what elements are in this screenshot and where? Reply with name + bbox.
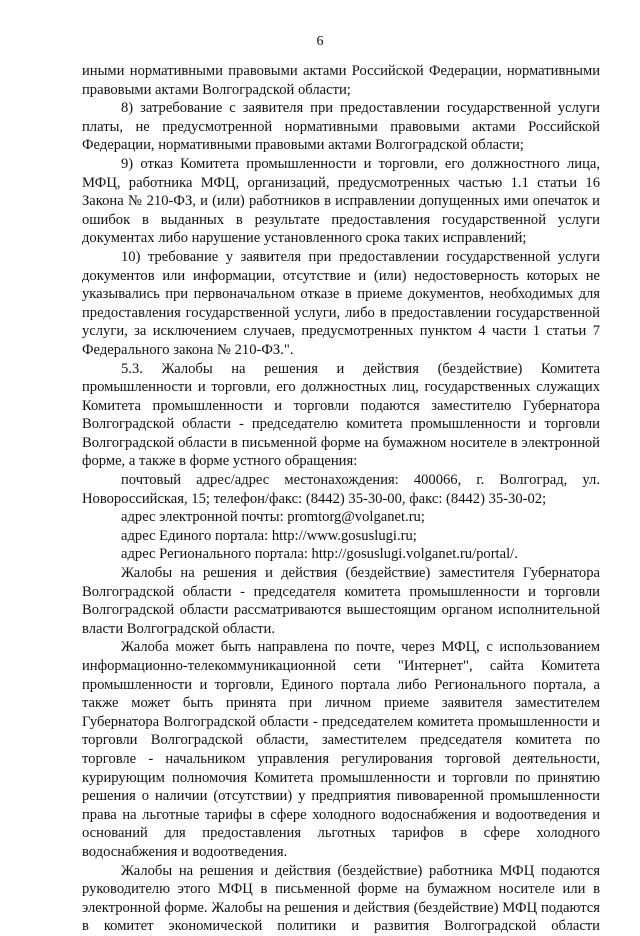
paragraph-mfc-complaints: Жалобы на решения и действия (бездействие) работника МФЦ подаются руководителю этого МФЦ в письменной форме на бумажном носителе или в электронной форме. Жалобы на решения и действия (бездействие) МФЦ подаются в комитет экономической политики и развития Волгоградской области xyxy=(82,862,600,935)
paragraph-item-8: 8) затребование с заявителя при предоставлении государственной услуги платы, не предусмотренной нормативными правовыми актами Российской Федерации, нормативными правовыми актами Волгоградской области; xyxy=(82,100,600,154)
paragraph-email-address: адрес электронной почты: promtorg@volganet.ru; xyxy=(121,509,425,526)
paragraph-section-5-3: 5.3. Жалобы на решения и действия (бездействие) Комитета промышленности и торговли, его должностных лиц, государственных служащих Комитета промышленности и торговли подаются заместителю Губернатора Волгоградской области - председателю комитета промышленности и торговли Волгоградской области в письменной форме на бумажном носителе в электронной форме, а также в форме устного обращения: xyxy=(82,360,600,470)
paragraph-continuation: иными нормативными правовыми актами Российской Федерации, нормативными правовыми актами Волгоградской области; xyxy=(82,63,600,98)
paragraph-regional-portal: адрес Регионального портала: http://gosuslugi.volganet.ru/portal/. xyxy=(121,546,518,563)
paragraph-unified-portal: адрес Единого портала: http://www.gosuslugi.ru; xyxy=(121,527,417,544)
paragraph-complaint-submission: Жалоба может быть направлена по почте, через МФЦ, с использованием информационно-телекоммуникационной сети "Интернет", сайта Комитета промышленности и торговли, Единого портала либо Регионального портала, а также может быть принята при личном приеме заявителя заместителем Губернатора Волгоградской области - председателем комитета промышленности и торговли Волгоградской области, заместителем председателя комитета по торговле - начальником управления регулирования торговой деятельности, курирующим полномочия Комитета промышленности и торговли по принятию решения о наличии (отсутствии) у предприятия пивоваренной промышленности права на льготные тарифы в сфере холодного водоснабжения и водоотведения и оснований для предоставления льготных тарифов в сфере холодного водоснабжения и водоотведения. xyxy=(82,639,600,860)
paragraph-deputy-complaints: Жалобы на решения и действия (бездействие) заместителя Губернатора Волгоградской области - председателя комитета промышленности и торговли Волгоградской области рассматриваются вышестоящим органом исполнительной власти Волгоградской области. xyxy=(82,565,600,637)
paragraph-item-10: 10) требование у заявителя при предоставлении государственной услуги документов или информации, отсутствие и (или) недостоверность которых не указывались при первоначальном отказе в приеме документов, необходимых для предоставления государственной услуги, либо в предоставлении государственной услуги, за исключением случаев, предусмотренных пунктом 4 части 1 статьи 7 Федерального закона № 210-ФЗ.". xyxy=(82,248,600,358)
paragraph-item-9: 9) отказ Комитета промышленности и торговли, его должностного лица, МФЦ, работника МФЦ, организаций, предусмотренных частью 1.1 статьи 16 Закона № 210-ФЗ, и (или) работников в исправлении допущенных ими опечаток и ошибок в выданных в результате предоставления государственной услуги документах либо нарушение установленного срока таких исправлений; xyxy=(82,155,600,247)
paragraph-postal-address: почтовый адрес/адрес местонахождения: 400066, г. Волгоград, ул. Новороссийская, 15; телефон/факс: (8442) 35-30-00, факс: (8442) 35-30-02; xyxy=(82,472,600,507)
document-body xyxy=(82,62,600,936)
page-number: 6 xyxy=(316,34,324,49)
